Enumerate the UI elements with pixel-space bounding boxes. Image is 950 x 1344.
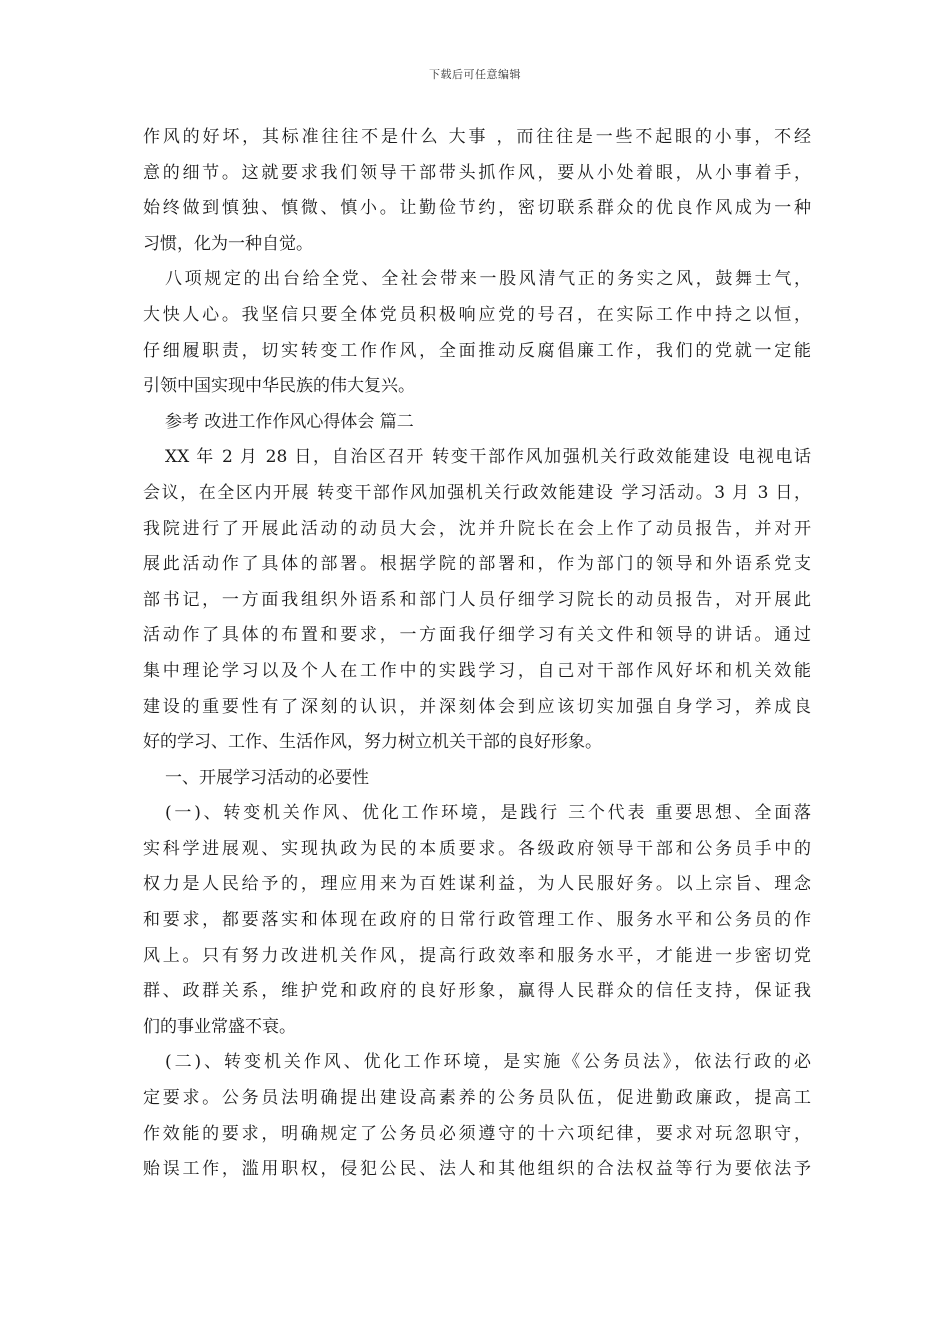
text-line: 习惯，化为一种自觉。 bbox=[143, 233, 313, 254]
text-line: 会议，在全区内开展 转变干部作风加强机关行政效能建设 学习活动。3 月 3 日， bbox=[143, 482, 811, 503]
text-line: 一、开展学习活动的必要性 bbox=[165, 767, 369, 788]
text-line: 和要求，都要落实和体现在政府的日常行政管理工作、服务水平和公务员的作 bbox=[143, 910, 811, 931]
text-line: 实科学进展观、实现执政为民的本质要求。各级政府领导干部和公务员手中的 bbox=[143, 838, 811, 859]
text-line: 权力是人民给予的，理应用来为百姓谋利益，为人民服好务。以上宗旨、理念 bbox=[143, 874, 811, 895]
text-line: 仔细履职责，切实转变工作作风，全面推动反腐倡廉工作，我们的党就一定能 bbox=[143, 340, 811, 361]
text-line: 引领中国实现中华民族的伟大复兴。 bbox=[143, 376, 415, 397]
text-line: 参考 改进工作作风心得体会 篇二 bbox=[165, 411, 414, 432]
text-line: 大快人心。我坚信只要全体党员积极响应党的号召，在实际工作中持之以恒， bbox=[143, 304, 811, 325]
text-line: 集中理论学习以及个人在工作中的实践学习，自己对干部作风好坏和机关效能 bbox=[143, 660, 811, 681]
text-line: 群、政群关系，维护党和政府的良好形象，赢得人民群众的信任支持，保证我 bbox=[143, 981, 811, 1002]
text-line: 们的事业常盛不衰。 bbox=[143, 1016, 296, 1037]
text-line: 八项规定的出台给全党、全社会带来一股风清气正的务实之风，鼓舞士气， bbox=[165, 269, 811, 290]
text-line: 建设的重要性有了深刻的认识，并深刻体会到应该切实加强自身学习，养成良 bbox=[143, 696, 811, 717]
text-line: 我院进行了开展此活动的动员大会，沈并升院长在会上作了动员报告，并对开 bbox=[143, 518, 811, 539]
text-line: 好的学习、工作、生活作风，努力树立机关干部的良好形象。 bbox=[143, 732, 602, 753]
document-body bbox=[143, 120, 811, 1188]
text-line: 展此活动作了具体的部署。根据学院的部署和，作为部门的领导和外语系党支 bbox=[143, 554, 811, 575]
text-line: 部书记，一方面我组织外语系和部门人员仔细学习院长的动员报告，对开展此 bbox=[143, 589, 811, 610]
text-line: XX 年 2 月 28 日，自治区召开 转变干部作风加强机关行政效能建设 电视电话 bbox=[165, 447, 811, 468]
page-header: 下载后可任意编辑 bbox=[429, 68, 521, 81]
text-line: 风上。只有努力改进机关作风，提高行政效率和服务水平，才能进一步密切党 bbox=[143, 945, 811, 966]
text-line: 贻误工作，滥用职权，侵犯公民、法人和其他组织的合法权益等行为要依法予 bbox=[143, 1159, 811, 1180]
text-line: 活动作了具体的布置和要求，一方面我仔细学习有关文件和领导的讲话。通过 bbox=[143, 625, 811, 646]
text-line: 定要求。公务员法明确提出建设高素养的公务员队伍，促进勤政廉政，提高工 bbox=[143, 1088, 811, 1109]
text-line: (一)、转变机关作风、优化工作环境，是践行 三个代表 重要思想、全面落 bbox=[165, 803, 811, 824]
text-line: 作风的好坏，其标准往往不是什么 大事 ，而往往是一些不起眼的小事，不经 bbox=[143, 127, 811, 147]
text-line: 作效能的要求，明确规定了公务员必须遵守的十六项纪律，要求对玩忽职守， bbox=[143, 1123, 811, 1144]
text-line: (二)、转变机关作风、优化工作环境，是实施《公务员法》，依法行政的必 bbox=[165, 1052, 811, 1073]
text-line: 始终做到慎独、慎微、慎小。让勤俭节约，密切联系群众的优良作风成为一种 bbox=[143, 198, 811, 219]
text-line: 意的细节。这就要求我们领导干部带头抓作风，要从小处着眼，从小事着手， bbox=[143, 162, 811, 183]
